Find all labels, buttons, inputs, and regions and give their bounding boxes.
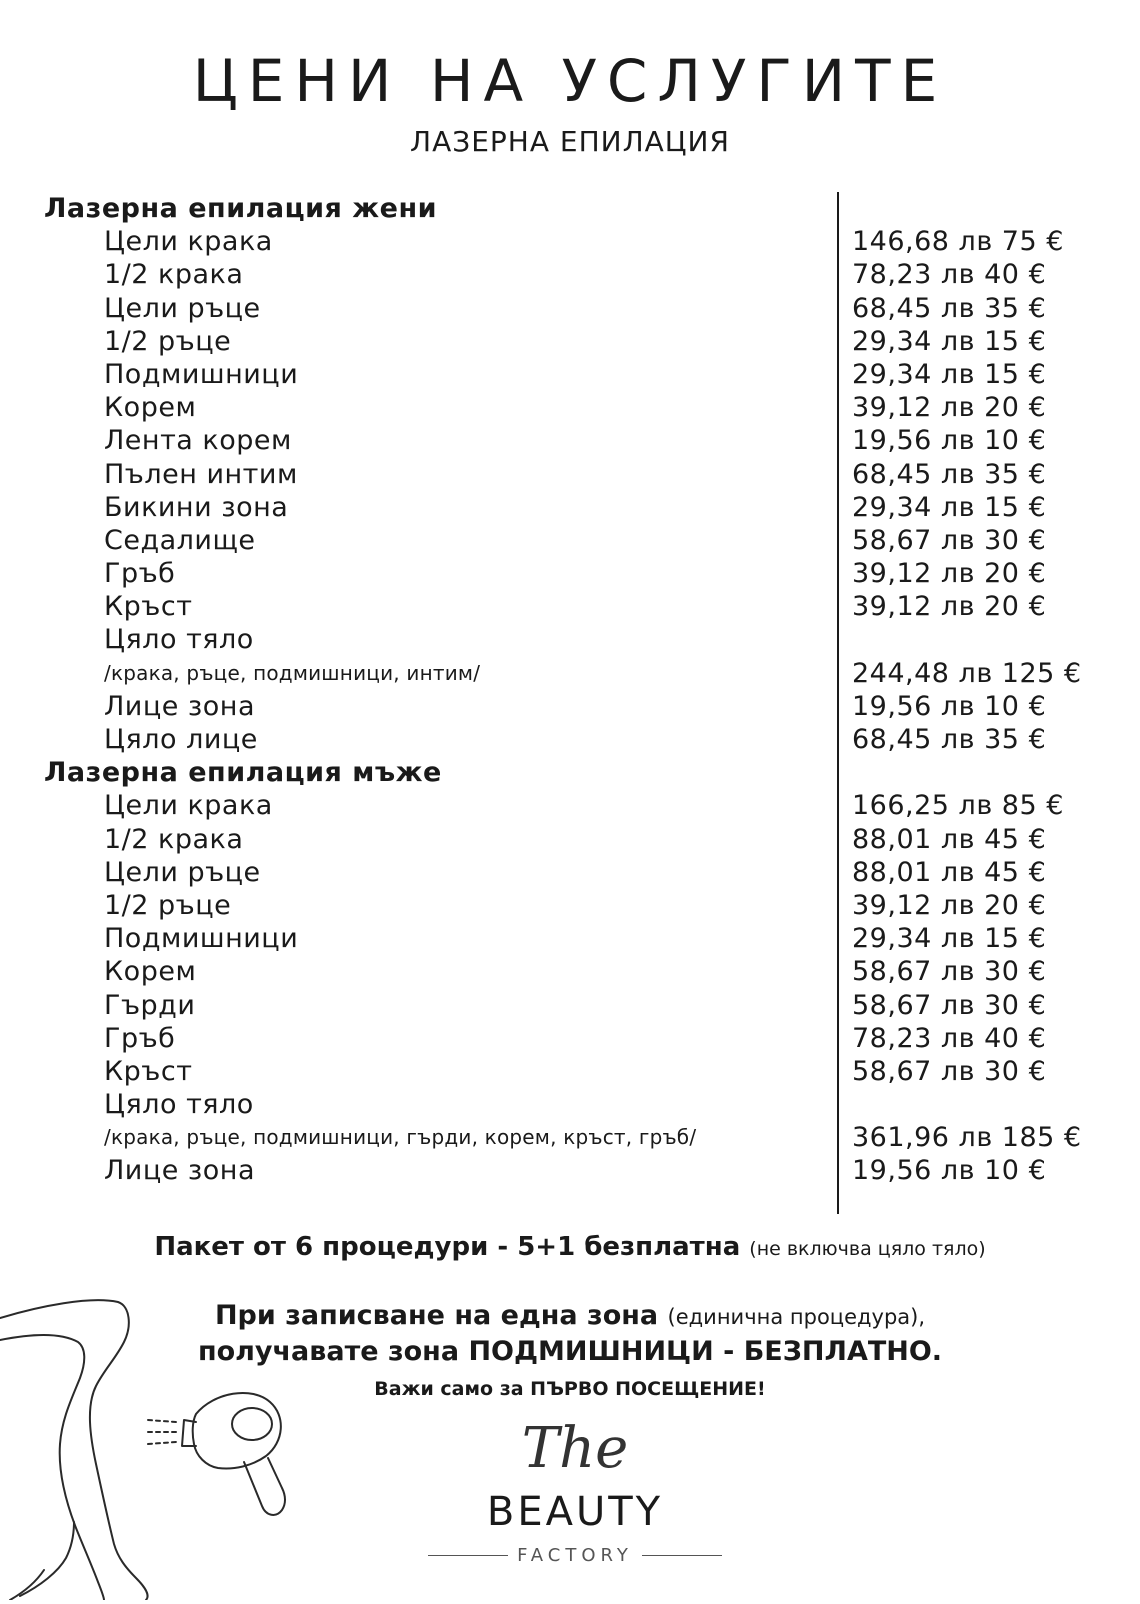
page-subtitle: ЛАЗЕРНА ЕПИЛАЦИЯ <box>410 125 730 158</box>
service-price: 19,56 лв 10 € <box>852 690 1047 722</box>
service-label: Цяло тяло <box>104 624 254 656</box>
price-row <box>0 1154 1140 1187</box>
price-row <box>0 491 1140 524</box>
price-row <box>0 391 1140 424</box>
service-price: 39,12 лв 20 € <box>852 889 1047 921</box>
service-price: 88,01 лв 45 € <box>852 856 1047 888</box>
service-label: Подмишници <box>104 923 299 955</box>
package-promo-text: Пакет от 6 процедури - 5+1 безплатна <box>154 1232 741 1262</box>
price-row <box>0 856 1140 889</box>
price-row <box>0 1055 1140 1088</box>
service-label: Цяло лице <box>104 724 258 755</box>
section-heading-label: Лазерна епилация жени <box>44 193 438 224</box>
offer-line-3: Важи само за ПЪРВО ПОСЕЩЕНИЕ! <box>374 1378 766 1400</box>
section-heading <box>0 192 1140 225</box>
logo-rule-right <box>642 1555 722 1556</box>
price-row <box>0 789 1140 822</box>
service-label: Лице зона <box>104 690 255 722</box>
service-price: 58,67 лв 30 € <box>852 1055 1047 1087</box>
service-label: 1/2 ръце <box>104 889 232 921</box>
service-price: 29,34 лв 15 € <box>852 491 1047 523</box>
service-label: Седалище <box>104 524 256 556</box>
service-label: Гръб <box>104 558 176 590</box>
section-heading-label: Лазерна епилация мъже <box>44 757 442 789</box>
price-row <box>0 1088 1140 1121</box>
service-label: Подмишници <box>104 358 299 390</box>
page-title: ЦЕНИ НА УСЛУГИТЕ <box>192 47 948 115</box>
service-price: 58,67 лв 30 € <box>852 524 1047 556</box>
service-label: Кръст <box>104 1055 193 1087</box>
logo-sub: FACTORY <box>517 1545 633 1566</box>
service-price: 361,96 лв 185 € <box>852 1122 1082 1154</box>
service-price: 39,12 лв 20 € <box>852 392 1047 424</box>
service-price: 39,12 лв 20 € <box>852 558 1047 590</box>
price-row <box>0 690 1140 723</box>
service-price: 29,34 лв 15 € <box>852 325 1047 357</box>
package-promo <box>0 1232 1140 1262</box>
price-row <box>0 590 1140 623</box>
service-label: Цели ръце <box>104 292 261 324</box>
price-row <box>0 623 1140 656</box>
service-label: 1/2 крака <box>104 823 244 855</box>
package-promo-note: (не включва цяло тяло) <box>749 1238 986 1260</box>
price-row <box>0 424 1140 457</box>
service-price: 29,34 лв 15 € <box>852 923 1047 955</box>
service-price: 39,12 лв 20 € <box>852 591 1047 623</box>
service-label: Гръб <box>104 1022 176 1054</box>
logo-script: The <box>521 1416 629 1481</box>
service-label: 1/2 крака <box>104 259 244 291</box>
service-price: 146,68 лв 75 € <box>852 226 1064 258</box>
service-price: 19,56 лв 10 € <box>852 1155 1047 1187</box>
service-price: 68,45 лв 35 € <box>852 458 1047 490</box>
service-price: 68,45 лв 35 € <box>852 724 1047 755</box>
price-row <box>0 955 1140 988</box>
service-price: 88,01 лв 45 € <box>852 823 1047 855</box>
logo-name: BEAUTY <box>486 1489 664 1535</box>
service-label: 1/2 ръце <box>104 325 232 357</box>
price-row <box>0 358 1140 391</box>
service-price: 166,25 лв 85 € <box>852 790 1064 822</box>
brand-logo <box>420 1414 730 1564</box>
offer-line-1-text: При записване на една зона <box>214 1300 659 1331</box>
service-label: Корем <box>104 392 197 424</box>
price-row <box>0 557 1140 590</box>
service-price: 58,67 лв 30 € <box>852 956 1047 988</box>
price-row <box>0 657 1140 690</box>
price-row <box>0 458 1140 491</box>
service-label: Гърди <box>104 989 196 1021</box>
price-row <box>0 723 1140 756</box>
service-label: Цели крака <box>104 226 273 258</box>
price-row <box>0 889 1140 922</box>
price-row <box>0 258 1140 291</box>
price-row <box>0 1022 1140 1055</box>
service-price: 58,67 лв 30 € <box>852 989 1047 1021</box>
service-label: Пълен интим <box>104 458 298 490</box>
service-price: 68,45 лв 35 € <box>852 292 1047 324</box>
legs-laser-device-icon <box>0 1296 320 1600</box>
price-row <box>0 325 1140 358</box>
price-list <box>0 192 1140 1188</box>
price-row <box>0 989 1140 1022</box>
service-label: Лента корем <box>104 425 292 457</box>
service-label: Лице зона <box>104 1155 255 1187</box>
service-price: 78,23 лв 40 € <box>852 259 1047 291</box>
price-row <box>0 225 1140 258</box>
price-row <box>0 292 1140 325</box>
price-row <box>0 922 1140 955</box>
service-label: Цели ръце <box>104 856 261 888</box>
service-label: /крака, ръце, подмишници, гърди, корем, кръст, гръб/ <box>104 1125 697 1150</box>
service-label: /крака, ръце, подмишници, интим/ <box>104 660 481 685</box>
service-price: 19,56 лв 10 € <box>852 425 1047 457</box>
service-price: 244,48 лв 125 € <box>852 657 1082 689</box>
service-price: 78,23 лв 40 € <box>852 1022 1047 1054</box>
service-label: Корем <box>104 956 197 988</box>
service-label: Цели крака <box>104 790 273 822</box>
price-row <box>0 524 1140 557</box>
service-label: Цяло тяло <box>104 1089 254 1121</box>
offer-line-2: получавате зона ПОДМИШНИЦИ - БЕЗПЛАТНО. <box>197 1336 943 1367</box>
logo-factory-row <box>420 1544 730 1568</box>
section-heading <box>0 756 1140 789</box>
price-row <box>0 823 1140 856</box>
price-row <box>0 1121 1140 1154</box>
service-label: Кръст <box>104 591 193 623</box>
service-price: 29,34 лв 15 € <box>852 358 1047 390</box>
offer-line-1-note: (единична процедура), <box>667 1305 926 1329</box>
service-label: Бикини зона <box>104 491 289 523</box>
